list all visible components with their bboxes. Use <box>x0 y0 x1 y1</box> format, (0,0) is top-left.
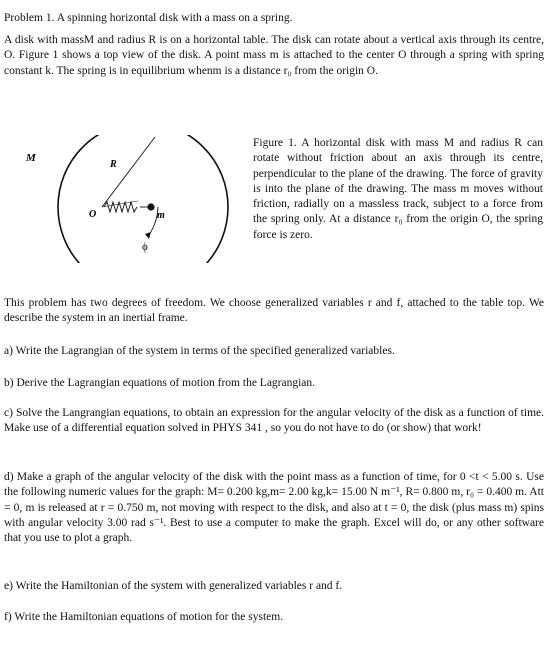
part-d: d) Make a graph of the angular velocity of the disk with the point mass as a function of time, for 0 <t < 5.00 s. Use the following numeric values for the graph: M= 0.200 kg,m= 2.00 kg,k= 15.00 N m⁻¹, R= 0.800 m, r₀ = 0.400 m. Att = 0, m is released at r = 0.750 m, not moving with respect to the disk, and also at t = 0, the disk (plus mass m) spins with angular velocity 3.00 rad s⁻¹. Best to use a computer to make the graph. Excel will do, or any other software that you use to plot a graph. <box>4 471 544 545</box>
label-M: M <box>26 152 36 164</box>
intro-paragraph: A disk with massM and radius R is on a horizontal table. The disk can rotate about a vertical axis through its centre, O. Figure 1 shows a top view of the disk. A point mass m is attached to the center O through a spring with spring constant k. The spring is in equilibrium whenm is a distance r₀ from the origin O. <box>4 34 544 77</box>
figure-disk <box>8 135 244 263</box>
problem-title: Problem 1. A spinning horizontal disk with a mass on a spring. <box>4 12 293 24</box>
part-a: a) Write the Lagrangian of the system in terms of the specified generalized variables. <box>4 345 395 357</box>
part-f: f) Write the Hamiltonian equations of motion for the system. <box>4 611 284 623</box>
radius-line <box>102 137 155 207</box>
disk-diagram <box>8 135 244 263</box>
label-R: R <box>110 159 117 170</box>
label-phi: ϕ <box>142 241 148 253</box>
part-b: b) Derive the Lagrangian equations of motion from the Lagrangian. <box>4 377 316 389</box>
degrees-of-freedom-paragraph: This problem has two degrees of freedom. We choose generalized variables r and f, attached to the table top. We describe the system in an inertial frame. <box>4 297 544 325</box>
label-O: O <box>89 209 97 220</box>
spring-zigzag <box>104 202 137 212</box>
point-mass <box>147 203 154 210</box>
part-e: e) Write the Hamiltonian of the system with generalized variables r and f. <box>4 580 343 592</box>
label-m: m <box>157 210 165 221</box>
figure-caption: Figure 1. A horizontal disk with mass M and radius R can rotate without friction about an axis through its centre, perpendicular to the plane of the drawing. The force of gravity is into the plane of the drawing. The mass m moves without friction, radially on a massless track, subject to a force from the spring only. At a distance r₀ from the origin O, the spring force is zero. <box>253 137 543 241</box>
part-c: c) Solve the Langrangian equations, to obtain an expression for the angular velocity of the disk as a function of time. Make use of a differential equation solved in PHYS 341 , so you do not have to do (or show) that work! <box>4 407 544 435</box>
